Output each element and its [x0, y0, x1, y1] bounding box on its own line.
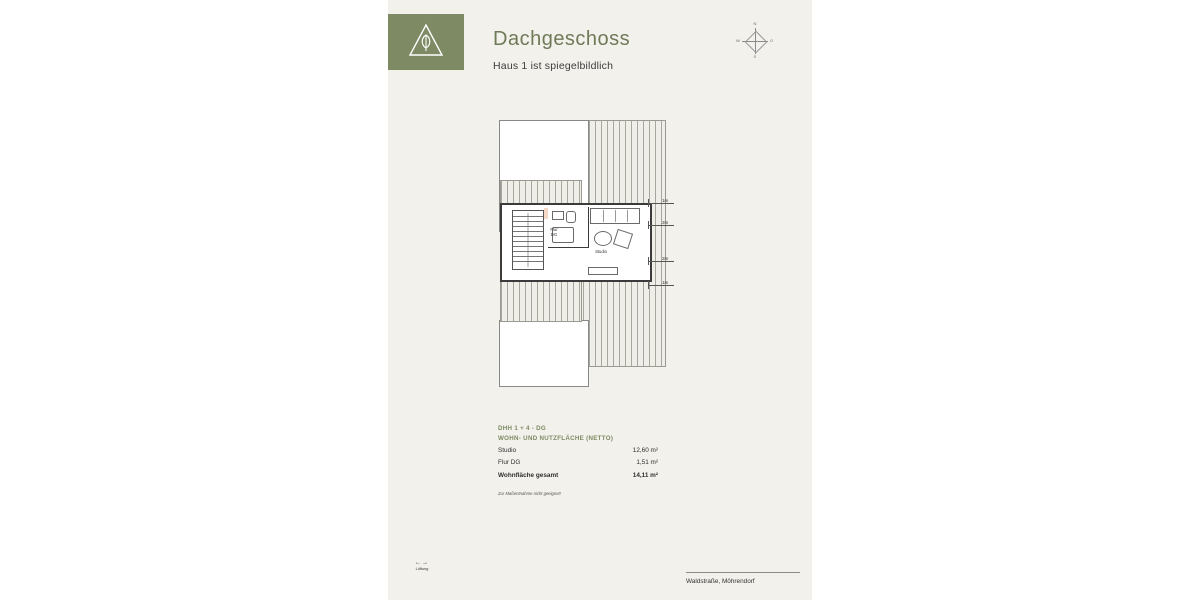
table-heading-area: WOHN- UND NUTZFLÄCHE (NETTO) — [498, 435, 614, 442]
apartment-unit-outline — [500, 203, 652, 282]
row-label: Flur DG — [498, 459, 521, 466]
page-title: Dachgeschoss — [493, 28, 631, 50]
ventilation-arrows-icon: ←→ — [415, 560, 429, 566]
row-value: 1,51 m² — [636, 459, 658, 466]
lower-outline-block — [499, 320, 589, 387]
toilet-fixture — [566, 211, 576, 223]
table-row — [498, 459, 658, 466]
project-address: Waldstraße, Möhrendorf — [686, 578, 755, 585]
dimension-label: 1m — [662, 280, 669, 285]
ventilation-legend — [402, 560, 442, 571]
compass-north: N — [753, 21, 757, 26]
compass-south: S — [753, 54, 757, 59]
leaf-in-triangle-logo-icon — [406, 21, 446, 61]
compass-west: W — [736, 38, 740, 43]
kitchen-counter — [590, 208, 640, 224]
dimension-label: 2m — [662, 256, 669, 261]
sink-fixture — [552, 211, 564, 220]
dimension-label: 1m — [662, 198, 669, 203]
table-row — [498, 447, 658, 454]
page-subtitle: Haus 1 ist spiegelbildlich — [493, 60, 614, 72]
area-table — [498, 425, 658, 496]
ventilation-label: Lüftung — [415, 567, 429, 571]
logo — [388, 14, 464, 70]
compass-rose-icon — [736, 22, 774, 60]
staircase — [512, 210, 544, 270]
dimension-label: 2m — [662, 220, 669, 225]
table-row-total — [498, 472, 658, 479]
total-value: 14,11 m² — [632, 472, 658, 479]
window-bench — [588, 267, 618, 275]
lower-hatch-strip — [500, 275, 582, 322]
floorplan-drawing — [498, 115, 678, 390]
footer-divider — [686, 572, 800, 573]
row-value: 12,60 m² — [632, 447, 658, 454]
row-label: Studio — [498, 447, 517, 454]
compass-east: O — [770, 38, 774, 43]
room-label-studio: Studio — [595, 249, 607, 254]
total-label: Wohnfläche gesamt — [498, 472, 559, 479]
dimension-ladder — [648, 198, 678, 291]
stair-direction-icon — [513, 211, 543, 269]
table-heading-unit: DHH 1 + 4 - DG — [498, 425, 547, 432]
armchair — [613, 229, 633, 249]
floorplan-sheet — [388, 0, 812, 600]
room-label-flur: Flur DG — [550, 227, 558, 238]
disclaimer-note: Zur Maßentnahme nicht geeignet! — [498, 491, 561, 496]
dining-table — [594, 231, 612, 246]
